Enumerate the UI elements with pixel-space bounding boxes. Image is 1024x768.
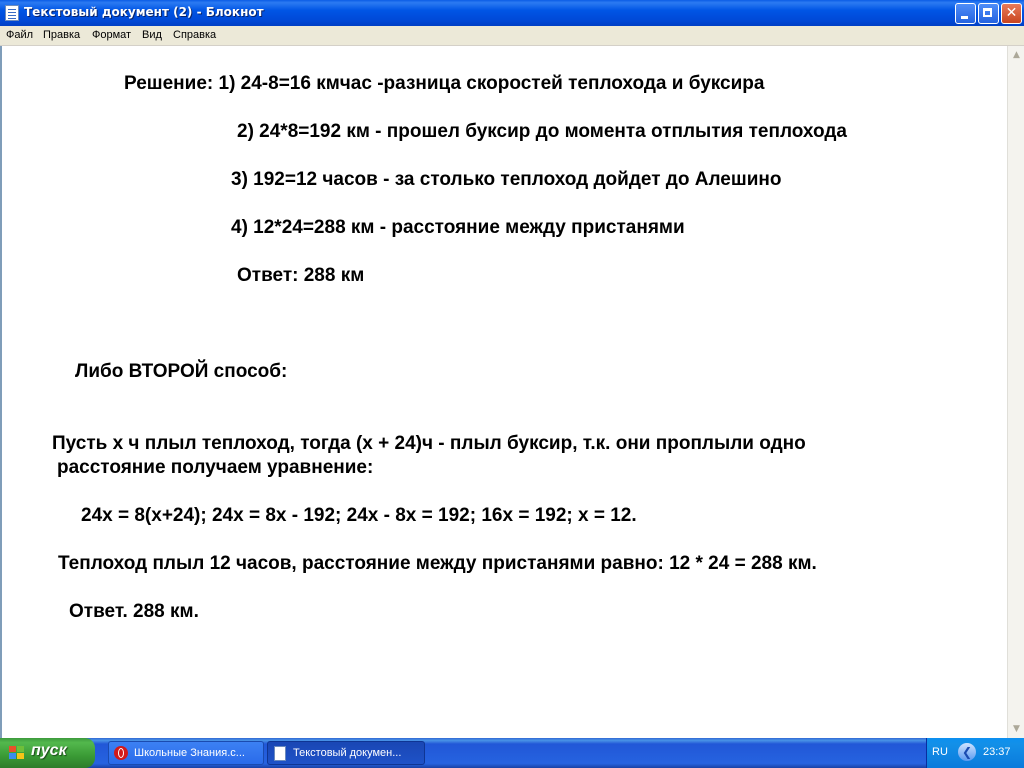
menu-view[interactable]: Вид [142, 29, 162, 41]
minimize-icon [961, 16, 968, 19]
text-editor[interactable] [0, 46, 1007, 738]
taskbar-item-browser[interactable] [108, 741, 264, 765]
title-bar[interactable] [0, 0, 1024, 26]
scroll-up-icon[interactable]: ▲ [1013, 50, 1020, 60]
close-button[interactable] [1001, 3, 1022, 24]
menu-format[interactable]: Формат [92, 29, 132, 41]
notepad-icon [274, 746, 286, 761]
opera-icon [114, 746, 128, 760]
start-label: пуск [31, 742, 67, 759]
minimize-button[interactable] [955, 3, 976, 24]
maximize-button[interactable] [978, 3, 999, 24]
taskbar-item-label: Школьные Знания.c... [134, 747, 245, 759]
scroll-down-icon[interactable]: ▼ [1013, 724, 1020, 734]
text-line: 2) 24*8=192 км - прошел буксир до момента отплытия теплохода [237, 121, 847, 142]
menu-file[interactable]: Файл [6, 29, 34, 41]
text-line: Пусть x ч плыл теплоход, тогда (x + 24)ч - плыл буксир, т.к. они проплыли одно [52, 433, 806, 454]
text-line: Решение: 1) 24-8=16 кмчас -разница скоростей теплохода и буксира [124, 73, 765, 94]
taskbar [0, 738, 1024, 768]
taskbar-item-notepad[interactable] [267, 741, 425, 765]
menu-bar [0, 26, 1024, 46]
language-indicator[interactable]: RU [932, 746, 948, 758]
clock[interactable]: 23:37 [983, 746, 1011, 758]
show-hidden-icons-icon[interactable]: ❮ [958, 743, 976, 761]
window-title: Текстовый документ (2) - Блокнот [24, 5, 264, 19]
text-line: Ответ. 288 км. [69, 601, 199, 622]
text-line: Либо ВТОРОЙ способ: [75, 361, 288, 382]
text-line: расстояние получаем уравнение: [57, 457, 374, 478]
windows-logo-icon [9, 746, 24, 760]
maximize-icon [983, 8, 992, 17]
taskbar-item-label: Текстовый докумен... [293, 747, 402, 759]
system-tray [926, 738, 1024, 768]
text-line: 24x = 8(x+24); 24x = 8x - 192; 24x - 8x = 192; 16x = 192; x = 12. [81, 505, 637, 526]
menu-help[interactable]: Справка [173, 29, 217, 41]
text-line: Ответ: 288 км [237, 265, 365, 286]
text-line: 4) 12*24=288 км - расстояние между пристанями [231, 217, 685, 238]
close-icon: ✕ [1005, 5, 1018, 21]
text-line: 3) 192=12 часов - за столько теплоход дойдет до Алешино [231, 169, 782, 190]
menu-edit[interactable]: Правка [43, 29, 81, 41]
text-line: Теплоход плыл 12 часов, расстояние между пристанями равно: 12 * 24 = 288 км. [58, 553, 817, 574]
start-button[interactable] [0, 738, 95, 768]
vertical-scrollbar[interactable] [1007, 46, 1024, 738]
notepad-icon[interactable] [5, 5, 19, 21]
